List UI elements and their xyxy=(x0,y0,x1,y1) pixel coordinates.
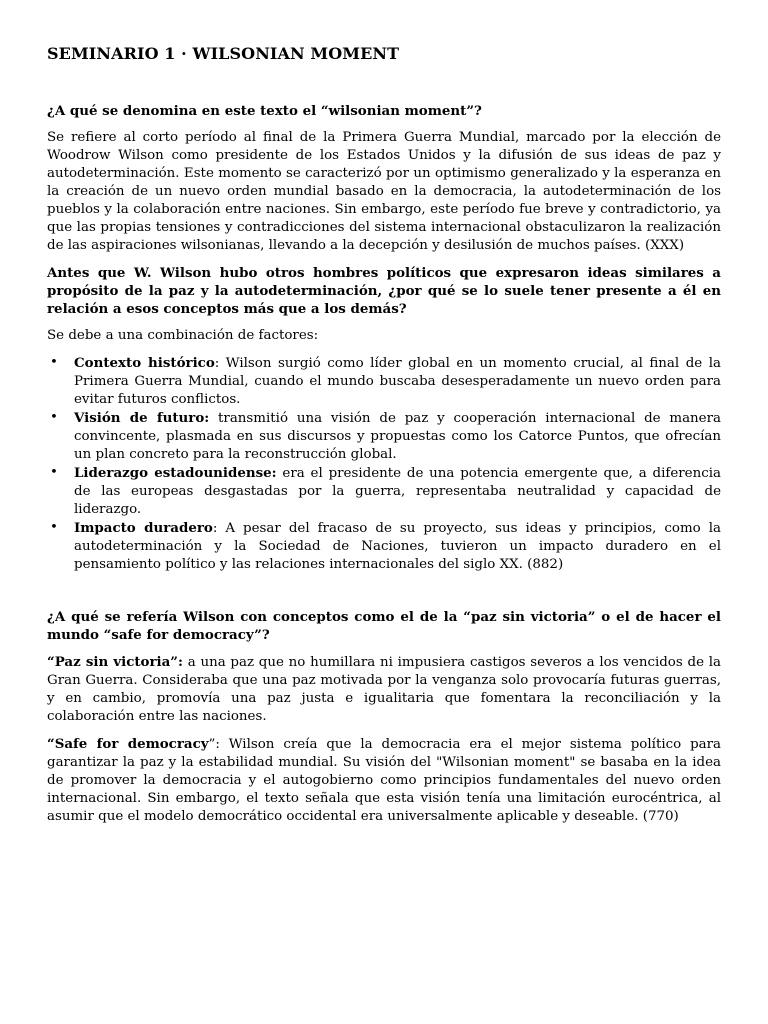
list-item-sep: : xyxy=(214,356,220,371)
factors-list xyxy=(47,354,721,574)
list-item-text: era el presidente de una potencia emergente que, a diferencia de las europeas desgastadas por la guerra, representaba neutralidad y capacidad de liderazgo. xyxy=(74,466,721,517)
bullet-icon: • xyxy=(50,355,58,370)
list-item xyxy=(47,464,721,519)
list-item-text: transmitió una visión de paz y cooperación internacional de manera convincente, plasmada en sus discursos y propuestas como los Catorce Puntos, que ofrecían un plan concreto para la reconstrucción global. xyxy=(74,411,721,462)
question-2: Antes que W. Wilson hubo otros hombres políticos que expresaron ideas similares a propósito de la paz y la autodeterminación, ¿por qué se lo suele tener presente a él en relación a esos conceptos más que a los demás? xyxy=(47,265,721,317)
document-title: SEMINARIO 1 · WILSONIAN MOMENT xyxy=(47,44,400,63)
bullet-icon: • xyxy=(50,410,58,425)
list-item-term: Contexto histórico xyxy=(74,355,215,371)
list-item-text: Wilson surgió como líder global en un momento crucial, al final de la Primera Guerra Mundial, cuando el mundo buscaba desesperadamente un nuevo orden para evitar futuros conflictos. xyxy=(74,356,721,407)
answer-1: Se refiere al corto período al final de la Primera Guerra Mundial, marcado por la elección de Woodrow Wilson como presidente de los Estados Unidos y la difusión de sus ideas de paz y autodeterminación. Este momento se caracterizó por un optimismo generalizado y la esperanza en la creación de un nuevo orden mundial basado en la democracia, la autodeterminación de los pueblos y la colaboración entre naciones. Sin embargo, este período fue breve y contradictorio, ya que las propias tensiones y contradicciones del sistema internacional obstaculizaron la realización de las aspiraciones wilsonianas, llevando a la decepción y desilusión de muchos países. (XXX) xyxy=(47,130,721,253)
list-item xyxy=(47,354,721,409)
list-item-term: Impacto duradero xyxy=(74,520,213,536)
bullet-icon: • xyxy=(50,520,58,535)
answer-3-safe xyxy=(47,735,721,826)
answer-3-paz-term: “Paz sin victoria”: xyxy=(47,654,183,670)
list-item xyxy=(47,409,721,464)
answer-3-paz xyxy=(47,653,721,726)
answer-2-intro: Se debe a una combinación de factores: xyxy=(47,328,319,343)
list-item xyxy=(47,519,721,574)
answer-3-paz-text: a una paz que no humillara ni impusiera castigos severos a los vencidos de la Gran Guerra. Consideraba que una paz motivada por la venganza solo provocaría futuras guerras, y en cambio, promovía una paz justa e igualitaria que fomentara la reconciliación y la colaboración entre las naciones. xyxy=(47,655,721,724)
list-item-text: A pesar del fracaso de su proyecto, sus ideas y principios, como la autodeterminación y la Sociedad de Naciones, tuvieron un impacto duradero en el pensamiento político y las relaciones internacionales del siglo XX. (882) xyxy=(74,521,721,572)
bullet-icon: • xyxy=(50,465,58,480)
answer-3-safe-term: “Safe for democracy xyxy=(47,736,209,752)
section-spacer xyxy=(47,574,721,608)
answer-3-safe-text: ”: Wilson creía que la democracia era el mejor sistema político para garantizar la paz y la estabilidad mundial. Su visión del "Wilsonian moment" se basaba en la idea de promover la democracia y el autogobierno como principios fundamentales del nuevo orden internacional. Sin embargo, el texto señala que esta visión tenía una limitación eurocéntrica, al asumir que el modelo democrático occidental era universalmente aplicable y deseable. (770) xyxy=(47,737,722,824)
question-3: ¿A qué se refería Wilson con conceptos como el de la “paz sin victoria” o el de hacer el mundo “safe for democracy”? xyxy=(47,609,721,643)
list-item-sep: : xyxy=(212,521,218,536)
list-item-term: Liderazgo estadounidense: xyxy=(74,465,277,481)
question-1: ¿A qué se denomina en este texto el “wilsonian moment”? xyxy=(47,103,482,119)
list-item-term: Visión de futuro: xyxy=(74,410,210,426)
